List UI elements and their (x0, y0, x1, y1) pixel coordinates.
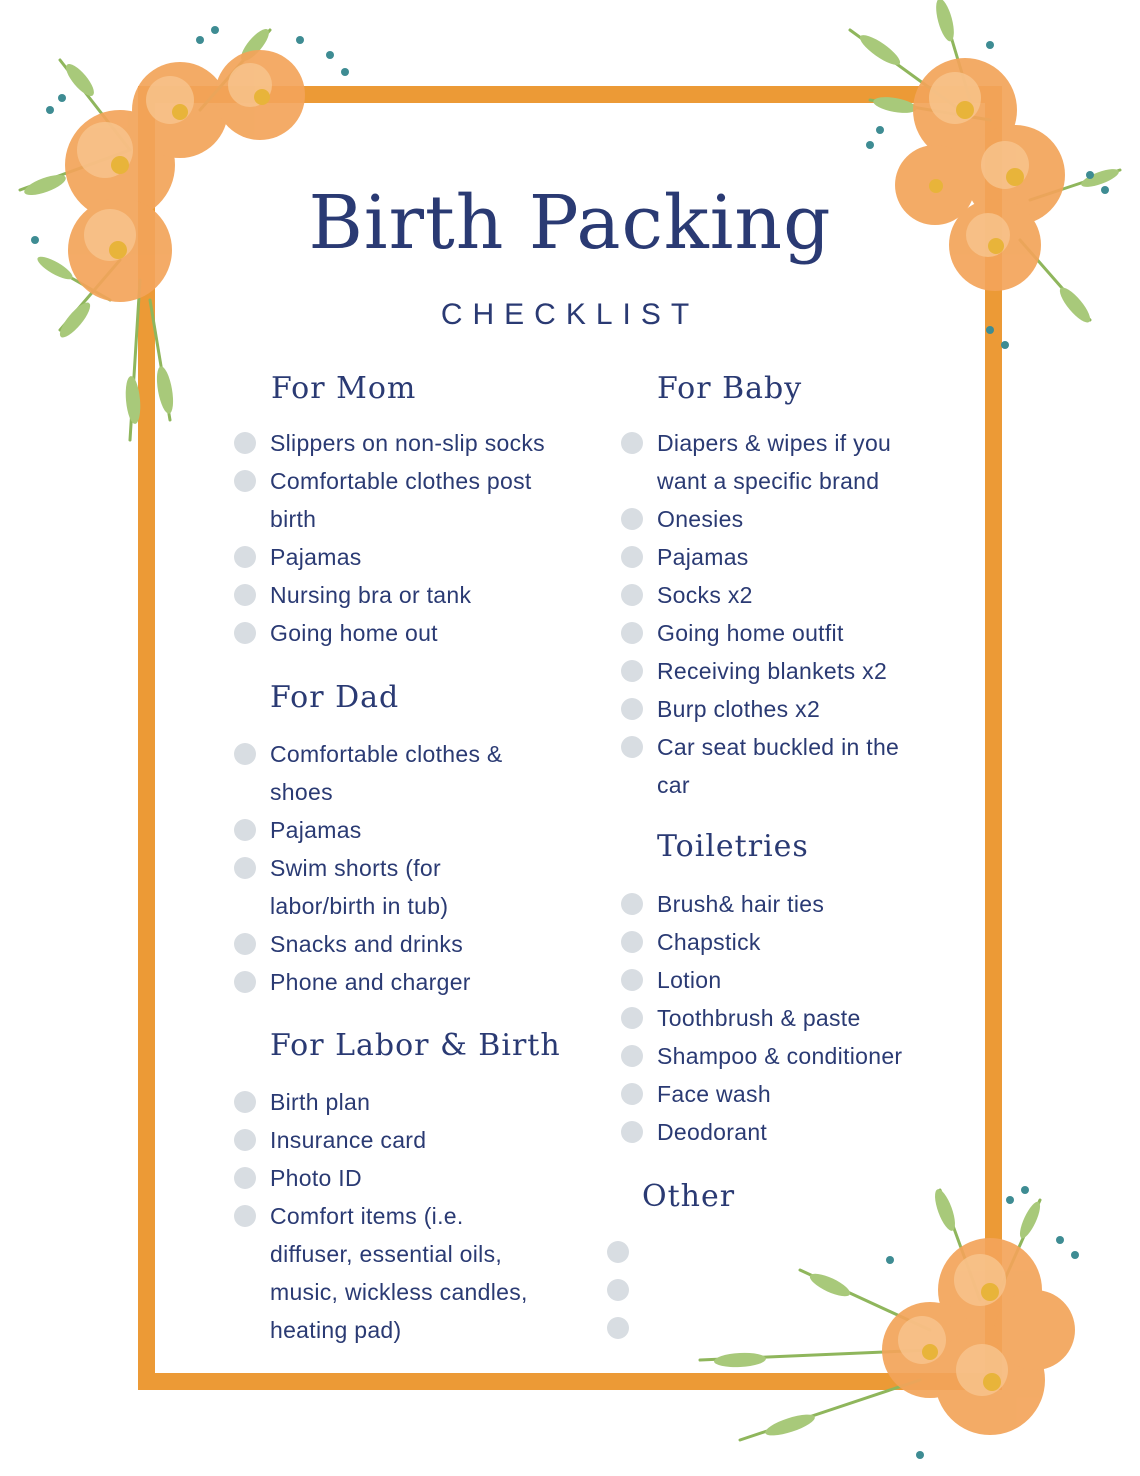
list-item-baby-5 (657, 652, 887, 690)
section-title-mom: For Mom (271, 371, 417, 406)
list-item-line: want a specific brand (657, 468, 880, 494)
checkbox-mom-0[interactable] (234, 432, 256, 454)
list-item-mom-1 (270, 462, 532, 538)
checkbox-toiletries-5[interactable] (621, 1083, 643, 1105)
checkbox-toiletries-3[interactable] (621, 1007, 643, 1029)
list-item-baby-6 (657, 690, 820, 728)
checkbox-baby-3[interactable] (621, 584, 643, 606)
list-item-line: Birth plan (270, 1089, 371, 1115)
list-item-baby-7 (657, 728, 899, 804)
section-title-dad: For Dad (270, 680, 400, 715)
list-item-line: Socks x2 (657, 582, 753, 608)
list-item-line: Receiving blankets x2 (657, 658, 888, 684)
page-title: Birth Packing (308, 180, 832, 266)
list-item-line: Going home out (270, 620, 438, 646)
list-item-line: car (657, 772, 690, 798)
list-item-line: Pajamas (270, 817, 362, 843)
list-item-baby-3 (657, 576, 753, 614)
checkbox-baby-6[interactable] (621, 698, 643, 720)
list-item-baby-1 (657, 500, 743, 538)
list-item-toiletries-1 (657, 923, 761, 961)
list-item-toiletries-4 (657, 1037, 902, 1075)
list-item-line: Car seat buckled in the (657, 734, 900, 760)
list-item-line: Photo ID (270, 1165, 362, 1191)
list-item-labor-3 (270, 1197, 528, 1349)
section-title-toiletries: Toiletries (657, 829, 809, 864)
checkbox-mom-1[interactable] (234, 470, 256, 492)
checkbox-baby-5[interactable] (621, 660, 643, 682)
list-item-dad-2 (270, 849, 448, 925)
list-item-dad-3 (270, 925, 463, 963)
list-item-toiletries-6 (657, 1113, 767, 1151)
list-item-toiletries-2 (657, 961, 721, 999)
list-item-line: Onesies (657, 506, 744, 532)
list-item-line: labor/birth in tub) (270, 893, 449, 919)
list-item-line: Going home outfit (657, 620, 844, 646)
checkbox-baby-2[interactable] (621, 546, 643, 568)
list-item-line: Diapers & wipes if you (657, 430, 892, 456)
section-title-baby: For Baby (657, 371, 803, 406)
list-item-line: Snacks and drinks (270, 931, 464, 957)
list-item-line: Phone and charger (270, 969, 471, 995)
list-item-line: heating pad) (270, 1317, 402, 1343)
list-item-line: Slippers on non-slip socks (270, 430, 545, 456)
list-item-line: music, wickless candles, (270, 1279, 528, 1305)
list-item-line: Burp clothes x2 (657, 696, 821, 722)
list-item-line: Chapstick (657, 929, 761, 955)
checkbox-mom-2[interactable] (234, 546, 256, 568)
list-item-dad-1 (270, 811, 362, 849)
list-item-mom-2 (270, 538, 362, 576)
list-item-dad-0 (270, 735, 503, 811)
list-item-labor-1 (270, 1121, 426, 1159)
checkbox-other-1[interactable] (607, 1279, 629, 1301)
checkbox-other-0[interactable] (607, 1241, 629, 1263)
list-item-line: Lotion (657, 967, 722, 993)
list-item-labor-2 (270, 1159, 362, 1197)
list-item-mom-0 (270, 424, 545, 462)
page-subtitle: CHECKLIST (440, 298, 700, 331)
list-item-line: Swim shorts (for (270, 855, 441, 881)
list-item-line: shoes (270, 779, 333, 805)
checkbox-dad-1[interactable] (234, 819, 256, 841)
checkbox-baby-0[interactable] (621, 432, 643, 454)
checkbox-labor-3[interactable] (234, 1205, 256, 1227)
list-item-line: Insurance card (270, 1127, 427, 1153)
section-title-labor: For Labor & Birth (270, 1028, 561, 1063)
checkbox-toiletries-2[interactable] (621, 969, 643, 991)
list-item-line: Shampoo & conditioner (657, 1043, 903, 1069)
checkbox-labor-0[interactable] (234, 1091, 256, 1113)
checkbox-toiletries-1[interactable] (621, 931, 643, 953)
checkbox-dad-0[interactable] (234, 743, 256, 765)
list-item-line: Toothbrush & paste (657, 1005, 861, 1031)
checkbox-mom-3[interactable] (234, 584, 256, 606)
list-item-line: Pajamas (270, 544, 362, 570)
list-item-toiletries-3 (657, 999, 861, 1037)
list-item-line: Comfortable clothes post (270, 468, 532, 494)
checkbox-dad-4[interactable] (234, 971, 256, 993)
list-item-toiletries-5 (657, 1075, 771, 1113)
list-item-line: Deodorant (657, 1119, 768, 1145)
list-item-toiletries-0 (657, 885, 824, 923)
list-item-line: Comfortable clothes & (270, 741, 503, 767)
floral-decoration-bottom-right (680, 1180, 1100, 1476)
section-title-other: Other (642, 1179, 736, 1214)
checkbox-dad-3[interactable] (234, 933, 256, 955)
checkbox-labor-2[interactable] (234, 1167, 256, 1189)
checkbox-mom-4[interactable] (234, 622, 256, 644)
checkbox-baby-1[interactable] (621, 508, 643, 530)
checkbox-toiletries-4[interactable] (621, 1045, 643, 1067)
list-item-baby-2 (657, 538, 749, 576)
list-item-line: Comfort items (i.e. (270, 1203, 464, 1229)
checkbox-dad-2[interactable] (234, 857, 256, 879)
checkbox-other-2[interactable] (607, 1317, 629, 1339)
checkbox-labor-1[interactable] (234, 1129, 256, 1151)
checkbox-baby-7[interactable] (621, 736, 643, 758)
list-item-line: Nursing bra or tank (270, 582, 472, 608)
checkbox-baby-4[interactable] (621, 622, 643, 644)
list-item-labor-0 (270, 1083, 370, 1121)
list-item-mom-4 (270, 614, 438, 652)
list-item-baby-4 (657, 614, 844, 652)
checkbox-toiletries-6[interactable] (621, 1121, 643, 1143)
list-item-dad-4 (270, 963, 471, 1001)
list-item-mom-3 (270, 576, 471, 614)
list-item-line: diffuser, essential oils, (270, 1241, 503, 1267)
list-item-line: Pajamas (657, 544, 749, 570)
list-item-line: Brush& hair ties (657, 891, 825, 917)
checkbox-toiletries-0[interactable] (621, 893, 643, 915)
list-item-baby-0 (657, 424, 891, 500)
list-item-line: Face wash (657, 1081, 771, 1107)
list-item-line: birth (270, 506, 317, 532)
